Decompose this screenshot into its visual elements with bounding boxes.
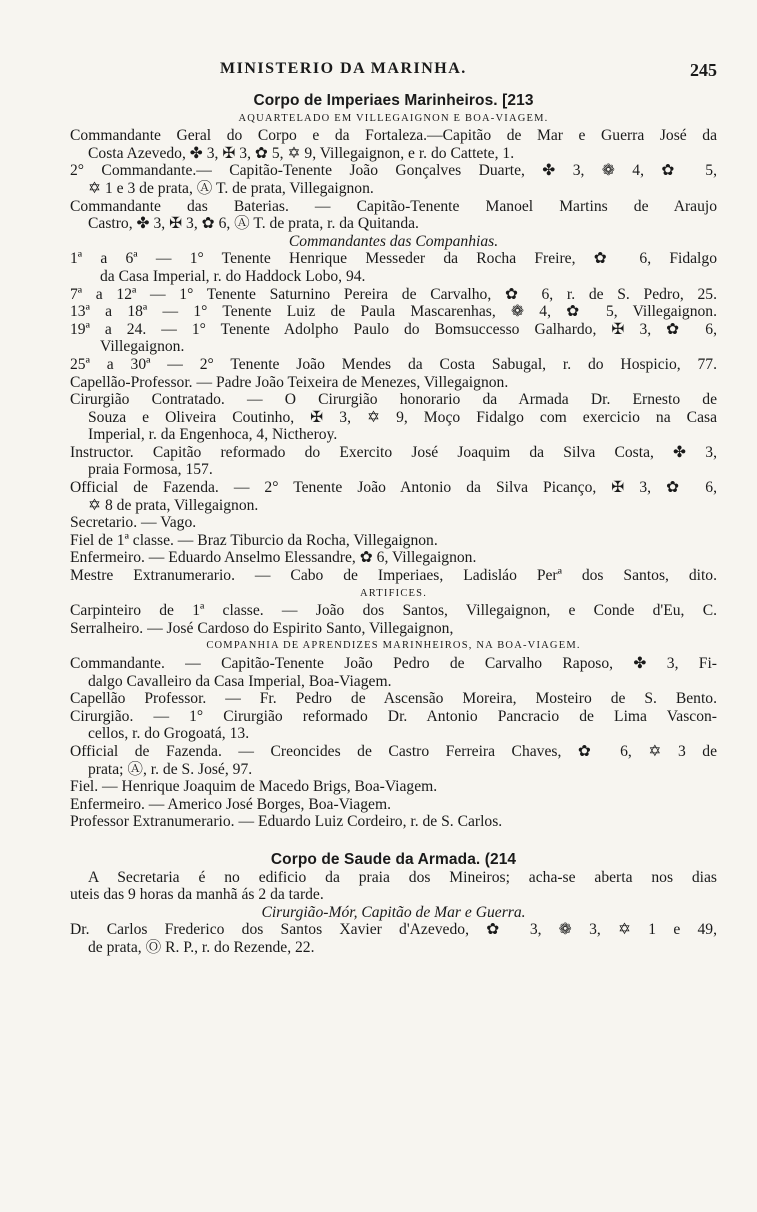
text-line: ✡ 8 de prata, Villegaignon. xyxy=(88,496,259,514)
text-line: 25ª a 30ª — 2° Tenente João Mendes da Costa Sabugal, r. do Hospicio, 77. xyxy=(70,355,717,373)
text-line: 7ª a 12ª — 1° Tenente Saturnino Pereira de Carvalho, ✿ 6, r. de S. Pedro, 25. xyxy=(70,285,717,303)
text-line: Souza e Oliveira Coutinho, ✠ 3, ✡ 9, Moço Fidalgo com exercicio na Casa xyxy=(88,408,717,426)
text-line: Fiel de 1ª classe. — Braz Tiburcio da Rocha, Villegaignon. xyxy=(70,531,438,549)
text-line: Official de Fazenda. — Creoncides de Castro Ferreira Chaves, ✿ 6, ✡ 3 de xyxy=(70,742,717,760)
text-line: Capellão-Professor. — Padre João Teixeira de Menezes, Villegaignon. xyxy=(70,373,509,391)
text-line: 19ª a 24. — 1° Tenente Adolpho Paulo do Bomsuccesso Galhardo, ✠ 3, ✿ 6, xyxy=(70,320,717,338)
text-line: uteis das 9 horas da manhã ás 2 da tarde. xyxy=(70,886,324,904)
page-number: 245 xyxy=(690,60,717,80)
text-line: Commandante Geral do Corpo e da Fortaleza.—Capitão de Mar e Guerra José da xyxy=(70,127,717,145)
document-body xyxy=(70,92,717,957)
text-line: Commandante das Baterias. — Capitão-Tenente Manoel Martins de Araujo xyxy=(70,197,717,215)
text-line: ✡ 1 e 3 de prata, Ⓐ T. de prata, Villegaignon. xyxy=(88,179,374,197)
text-line: da Casa Imperial, r. do Haddock Lobo, 94. xyxy=(100,267,366,285)
text-line: Commandante. — Capitão-Tenente João Pedro de Carvalho Raposo, ✤ 3, Fi- xyxy=(70,655,717,672)
text-line: Dr. Carlos Frederico dos Santos Xavier d'Azevedo, ✿ 3, ❁ 3, ✡ 1 e 49, xyxy=(70,921,717,939)
text-line: ARTIFICES. xyxy=(359,587,428,599)
text-line: Cirurgião Contratado. — O Cirurgião honorario da Armada Dr. Ernesto de xyxy=(70,391,717,409)
text-line: Fiel. — Henrique Joaquim de Macedo Brigs, Boa-Viagem. xyxy=(70,778,438,796)
text-line: prata; Ⓐ, r. de S. José, 97. xyxy=(88,760,253,778)
text-line xyxy=(70,831,717,851)
text-line: Official de Fazenda. — 2° Tenente João Antonio da Silva Picanço, ✠ 3, ✿ 6, xyxy=(70,479,717,497)
text-line: AQUARTELADO EM VILLEGAIGNON E BOA-VIAGEM. xyxy=(238,112,549,124)
text-line: Enfermeiro. — Eduardo Anselmo Elessandre, ✿ 6, Villegaignon. xyxy=(70,549,477,567)
text-line: Secretario. — Vago. xyxy=(70,514,197,532)
text-line: Cirurgião-Mór, Capitão de Mar e Guerra. xyxy=(261,903,526,921)
text-line: dalgo Cavalleiro da Casa Imperial, Boa-Viagem. xyxy=(88,672,392,690)
header-title: MINISTERIO DA MARINHA. xyxy=(220,60,467,77)
text-line: Imperial, r. da Engenhoca, 4, Nictheroy. xyxy=(88,426,338,444)
text-line: cellos, r. do Grogoatá, 13. xyxy=(88,725,250,743)
text-line: A Secretaria é no edificio da praia dos Mineiros; acha-se aberta nos dias xyxy=(88,868,717,886)
text-line: Villegaignon. xyxy=(100,338,185,356)
text-line: Carpinteiro de 1ª classe. — João dos Santos, Villegaignon, e Conde d'Eu, C. xyxy=(70,602,717,620)
text-line: Cirurgião. — 1° Cirurgião reformado Dr. Antonio Pancracio de Lima Vascon- xyxy=(70,707,717,725)
section-heading: Corpo de Imperiaes Marinheiros. [213 xyxy=(253,92,534,109)
text-line: Mestre Extranumerario. — Cabo de Imperiaes, Ladisláo Perª dos Santos, dito. xyxy=(70,567,717,585)
text-line: COMPANHIA DE APRENDIZES MARINHEIROS, NA BOA-VIAGEM. xyxy=(206,640,581,652)
text-line: Castro, ✤ 3, ✠ 3, ✿ 6, Ⓐ T. de prata, r. da Quitanda. xyxy=(88,215,419,233)
text-line: Enfermeiro. — Americo José Borges, Boa-Viagem. xyxy=(70,795,391,813)
text-line: Costa Azevedo, ✤ 3, ✠ 3, ✿ 5, ✡ 9, Villegaignon, e r. do Cattete, 1. xyxy=(88,144,515,162)
text-line: Commandantes das Companhias. xyxy=(288,232,499,250)
text-line: Serralheiro. — José Cardoso do Espirito Santo, Villegaignon, xyxy=(70,619,454,637)
text-line: Capellão Professor. — Fr. Pedro de Ascensão Moreira, Mosteiro de S. Bento. xyxy=(70,690,717,708)
text-line: 2° Commandante.— Capitão-Tenente João Gonçalves Duarte, ✤ 3, ❁ 4, ✿ 5, xyxy=(70,162,717,180)
running-header xyxy=(70,60,717,84)
text-line: 13ª a 18ª — 1° Tenente Luiz de Paula Mascarenhas, ❁ 4, ✿ 5, Villegaignon. xyxy=(70,303,717,321)
section-heading: Corpo de Saude da Armada. (214 xyxy=(270,850,517,868)
text-line: praia Formosa, 157. xyxy=(88,461,213,479)
text-line: de prata, Ⓞ R. P., r. do Rezende, 22. xyxy=(88,938,315,956)
text-line: 1ª a 6ª — 1° Tenente Henrique Messeder da Rocha Freire, ✿ 6, Fidalgo xyxy=(70,250,717,268)
text-line: Professor Extranumerario. — Eduardo Luiz Cordeiro, r. de S. Carlos. xyxy=(70,813,503,831)
text-line: Instructor. Capitão reformado do Exercito José Joaquim da Silva Costa, ✤ 3, xyxy=(70,443,717,461)
